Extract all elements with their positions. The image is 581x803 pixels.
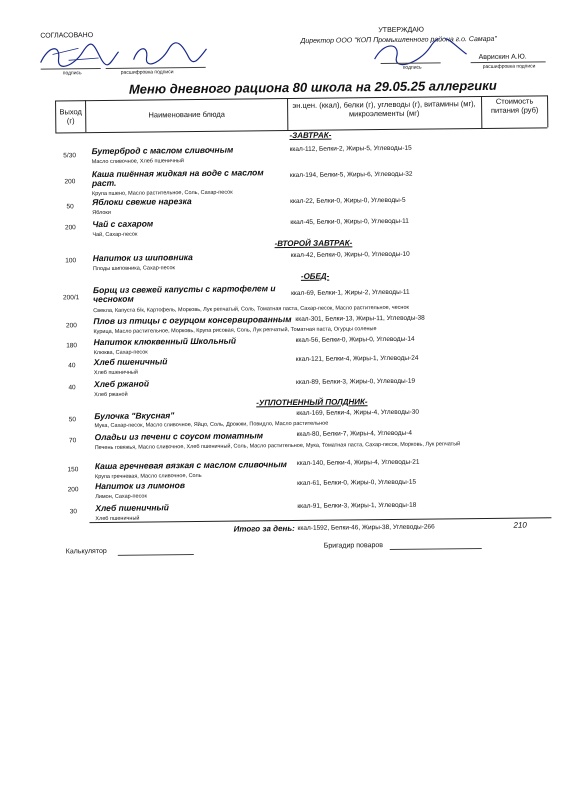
item-name: Булочка "Вкусная" bbox=[94, 410, 175, 422]
col-divider-2 bbox=[287, 98, 288, 130]
left-sig-label: подпись bbox=[62, 70, 82, 77]
col-header-cost: Стоимость питания (руб) bbox=[490, 96, 539, 115]
director-name: Авриcкин А.Ю. bbox=[478, 53, 527, 62]
item-name: Чай с сахаром bbox=[92, 218, 154, 230]
item-output: 50 bbox=[68, 416, 77, 424]
item-name: Напиток из лимонов bbox=[95, 480, 186, 492]
item-name: Напиток клюквенный Школьный bbox=[93, 335, 237, 348]
item-nutrition: ккал-45, Белки-0, Жиры-0, Углеводы-11 bbox=[290, 217, 409, 227]
item-output: 150 bbox=[67, 466, 79, 474]
item-nutrition: ккал-169, Белки-4, Жиры-4, Углеводы-30 bbox=[296, 408, 420, 417]
item-name: Хлеб пшеничный bbox=[93, 356, 168, 368]
item-name: Бутерброд с маслом сливочным bbox=[91, 144, 234, 157]
totals-label: Итого за день: bbox=[233, 523, 295, 534]
item-nutrition: ккал-56, Белки-0, Жиры-0, Углеводы-14 bbox=[295, 335, 415, 344]
totals-border bbox=[89, 517, 551, 523]
item-nutrition: ккал-140, Белки-4, Жиры-4, Углеводы-21 bbox=[296, 458, 420, 467]
page-title: Меню дневного рациона 80 школа на 29.05.25 аллергики bbox=[128, 77, 497, 97]
item-output: 200/1 bbox=[62, 294, 80, 302]
item-ingredients: Хлеб пшеничный bbox=[95, 515, 140, 523]
totals-nutrition: ккал-1592, Белки-46, Жиры-38, Углеводы-266 bbox=[297, 523, 435, 532]
item-ingredients: Лимон, Сахар-песок bbox=[95, 493, 147, 501]
item-output: 200 bbox=[65, 322, 77, 330]
item-output: 180 bbox=[66, 342, 78, 350]
section-title: -ВТОРОЙ ЗАВТРАК- bbox=[274, 238, 353, 249]
item-ingredients: Чай, Сахар-песок bbox=[92, 231, 138, 239]
item-ingredients: Мука, Сахар-песок, Масло сливочное, Яйцо, Соль, Дрожжи, Повидло, Масло растительное bbox=[94, 420, 329, 430]
totals-cost: 210 bbox=[513, 520, 527, 530]
item-output: 40 bbox=[68, 362, 76, 370]
item-nutrition: ккал-80, Белки-7, Жиры-4, Углеводы-4 bbox=[296, 429, 413, 438]
calculator-signature-line bbox=[118, 554, 194, 556]
section-title: -ЗАВТРАК- bbox=[289, 130, 332, 141]
item-nutrition: ккал-61, Белки-0, Жиры-0, Углеводы-15 bbox=[297, 478, 417, 487]
item-output: 50 bbox=[66, 203, 74, 211]
item-output: 70 bbox=[68, 437, 77, 445]
foreman-signature-line bbox=[390, 548, 482, 550]
item-name: Хлеб пшеничный bbox=[95, 502, 170, 514]
foreman-label: Бригадир поваров bbox=[323, 542, 384, 550]
item-name: Яблоки свежие нарезка bbox=[92, 196, 192, 208]
item-name: Борщ из свежей капусты с картофелем и чесноком bbox=[92, 283, 276, 305]
item-name: Каша пшённая жидкая на воде с маслом раст. bbox=[91, 167, 264, 189]
director-title: Директор ООО "КОП Промышленного района г.о. Самара" bbox=[300, 35, 497, 45]
right-decode-label: расшифровка подписи bbox=[482, 63, 536, 70]
item-nutrition: ккал-301, Белки-13, Жиры-11, Углеводы-38 bbox=[295, 314, 425, 323]
item-name: Каша гречневая вязкая с маслом сливочным bbox=[94, 459, 287, 472]
right-sig-label: подпись bbox=[402, 64, 422, 71]
calculator-label: Калькулятор bbox=[65, 547, 107, 556]
item-ingredients: Курица, Масло растительное, Морковь, Крупа рисовая, Соль, Лук репчатый, Томатная паста, Огурцы соленые bbox=[93, 326, 377, 336]
section-title: -ОБЕД- bbox=[300, 271, 330, 281]
item-ingredients: Печень говяжья, Масло сливочное, Хлеб пшеничный, Соль, Масло растительное, Мука, Томатная паста, Сахар-песок, Морковь, Лук репчатый bbox=[94, 441, 461, 452]
col-header-output: Выход (г) bbox=[59, 107, 82, 125]
item-output: 200 bbox=[64, 178, 76, 186]
item-ingredients: Масло сливочное, Хлеб пшеничный bbox=[91, 158, 184, 166]
item-ingredients: Хлеб пшеничный bbox=[93, 369, 138, 377]
section-title: -УПЛОТНЕННЫЙ ПОЛДНИК- bbox=[256, 397, 368, 408]
col-header-nutrition: эн.цен. (ккал), белки (г), углеводы (г), витамины (мг), микроэлементы (мг) bbox=[292, 99, 476, 119]
item-name: Напиток из шиповника bbox=[92, 252, 193, 264]
col-header-name: Наименование блюда bbox=[148, 109, 225, 120]
item-ingredients: Хлеб ржаной bbox=[94, 391, 128, 399]
item-nutrition: ккал-22, Белки-0, Жиры-0, Углеводы-5 bbox=[290, 196, 406, 206]
table-right-border bbox=[547, 95, 548, 127]
item-output: 30 bbox=[69, 508, 77, 516]
item-nutrition: ккал-121, Белки-4, Жиры-1, Углеводы-24 bbox=[295, 354, 419, 363]
item-output: 200 bbox=[64, 224, 76, 232]
item-name: Плов из птицы с огурцом консервированным bbox=[93, 314, 292, 327]
item-nutrition: ккал-194, Белки-5, Жиры-6, Углеводы-32 bbox=[289, 170, 413, 180]
item-nutrition: ккал-112, Белки-2, Жиры-5, Углеводы-15 bbox=[289, 144, 412, 154]
item-ingredients: Крупа гречневая, Масло сливочное, Соль bbox=[94, 472, 202, 481]
item-output: 5/30 bbox=[63, 152, 76, 160]
item-nutrition: ккал-42, Белки-0, Жиры-0, Углеводы-10 bbox=[290, 250, 410, 260]
item-output: 100 bbox=[65, 257, 77, 265]
item-ingredients: Крупа пшено, Масло растительное, Соль, Сахар-песок bbox=[91, 189, 233, 198]
item-ingredients: Яблоки bbox=[92, 209, 111, 217]
item-output: 40 bbox=[68, 384, 76, 392]
item-ingredients: Свекла, Капуста б/к, Картофель, Морковь, Лук репчатый, Соль, Томатная паста, Сахар-песок, Масло растительное, чеснок bbox=[93, 304, 409, 315]
item-name: Оладьи из печени с соусом томатным bbox=[94, 430, 264, 443]
approved-label: УТВЕРЖДАЮ bbox=[378, 26, 424, 35]
item-nutrition: ккал-69, Белки-1, Жиры-2, Углеводы-11 bbox=[291, 288, 410, 298]
item-nutrition: ккал-89, Белки-3, Жиры-0, Углеводы-19 bbox=[295, 377, 416, 386]
item-nutrition: ккал-91, Белки-3, Жиры-1, Углеводы-18 bbox=[297, 501, 417, 510]
item-name: Хлеб ржаной bbox=[93, 378, 150, 390]
left-decode-label: расшифровка подписи bbox=[120, 69, 174, 76]
agreed-label: СОГЛАСОВАНО bbox=[40, 32, 94, 40]
item-output: 200 bbox=[67, 486, 79, 494]
item-ingredients: Клюква, Сахар-песок bbox=[93, 349, 148, 357]
item-ingredients: Плоды шиповника, Сахар-песок bbox=[92, 265, 175, 273]
